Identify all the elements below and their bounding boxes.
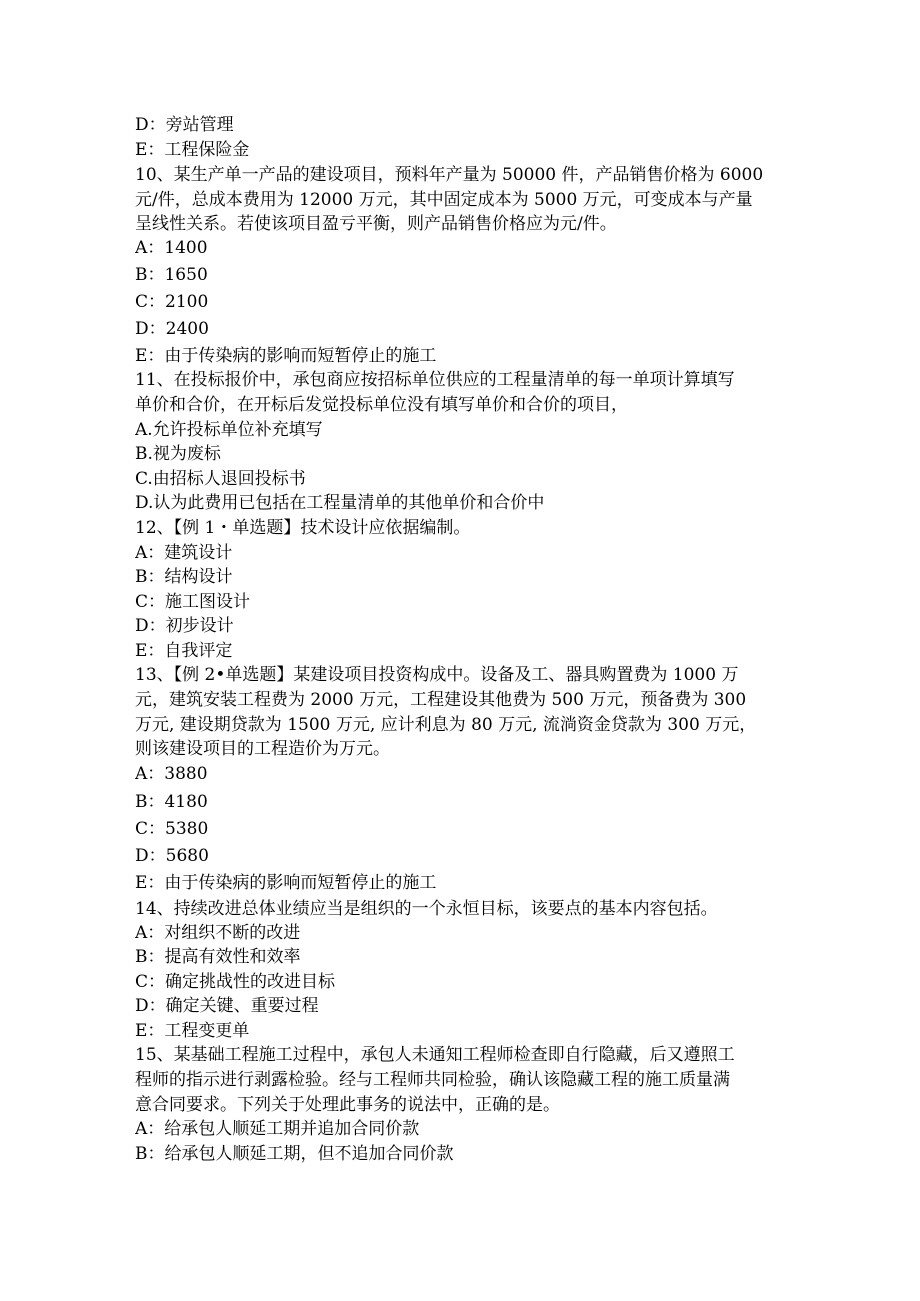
text-line: C：施工图设计	[135, 592, 251, 612]
text-line: A：建筑设计	[135, 543, 233, 563]
text-line: 万元, 建设期贷款为 1500 万元, 应计利息为 80 万元, 流淌资金贷款为 300 万元，	[135, 715, 757, 735]
text-line: 意合同要求。下列关于处理此事务的说法中，正确的是。	[135, 1095, 560, 1115]
text-line: D：初步设计	[135, 616, 234, 636]
text-line: A：对组织不断的改进	[135, 923, 301, 943]
text-line: B：结构设计	[135, 567, 233, 587]
text-line: E：自我评定	[135, 641, 233, 661]
text-line: E：由于传染病的影响而短暂停止的施工	[135, 346, 437, 366]
text-line: A：3880	[135, 764, 208, 784]
text-line: D：旁站管理	[135, 115, 234, 135]
text-line: 则该建设项目的工程造价为万元。	[135, 739, 390, 759]
text-line: D：2400	[135, 319, 209, 339]
text-line: E：工程变更单	[135, 1021, 250, 1041]
text-line: 15、某基础工程施工过程中，承包人未通知工程师检查即自行隐藏，后又遵照工	[135, 1045, 735, 1065]
text-line: 程师的指示进行剥露检验。经与工程师共同检验，确认该隐藏工程的施工质量满	[135, 1070, 730, 1090]
text-line: 11、在投标报价中，承包商应按招标单位供应的工程量清单的每一单项计算填写	[135, 370, 735, 390]
text-line: B.视为废标	[135, 444, 221, 464]
text-line: 单价和合价，在开标后发觉投标单位没有填写单价和合价的项目，	[135, 395, 628, 415]
text-line: C：确定挑战性的改进目标	[135, 972, 336, 992]
text-line: B：1650	[135, 265, 208, 285]
text-line: 14、持续改进总体业绩应当是组织的一个永恒目标，该要点的基本内容包括。	[135, 899, 718, 919]
text-line: B：给承包人顺延工期，但不追加合同价款	[135, 1144, 454, 1164]
text-line: C：2100	[135, 292, 209, 312]
text-line: E：由于传染病的影响而短暂停止的施工	[135, 873, 437, 893]
text-line: D.认为此费用已包括在工程量清单的其他单价和合价中	[135, 493, 545, 513]
text-line: E：工程保险金	[135, 140, 250, 160]
text-line: 10、某生产单一产品的建设项目，预料年产量为 50000 件，产品销售价格为 6000	[135, 165, 764, 185]
text-line: 元，建筑安装工程费为 2000 万元，工程建设其他费为 500 万元，预备费为 300	[135, 690, 747, 710]
text-line: D：5680	[135, 846, 209, 866]
text-line: C：5380	[135, 819, 209, 839]
text-line: A：1400	[135, 238, 208, 258]
text-line: D：确定关键、重要过程	[135, 996, 319, 1016]
text-line: C.由招标人退回投标书	[135, 469, 306, 489]
text-line: B：4180	[135, 792, 208, 812]
text-line: B：提高有效性和效率	[135, 947, 301, 967]
text-line: 12、【例 1・单选题】技术设计应依据编制。	[135, 518, 471, 538]
text-line: A：给承包人顺延工期并追加合同价款	[135, 1119, 420, 1139]
text-line: 13、【例 2•单选题】某建设项目投资构成中。设备及工、器具购置费为 1000 万	[135, 665, 739, 685]
text-line: 元/件，总成本费用为 12000 万元，其中固定成本为 5000 万元，可变成本与产量	[135, 190, 753, 210]
text-line: 呈线性关系。若使该项目盈亏平衡，则产品销售价格应为元/件。	[135, 214, 617, 234]
text-line: A.允许投标单位补充填写	[135, 420, 323, 440]
